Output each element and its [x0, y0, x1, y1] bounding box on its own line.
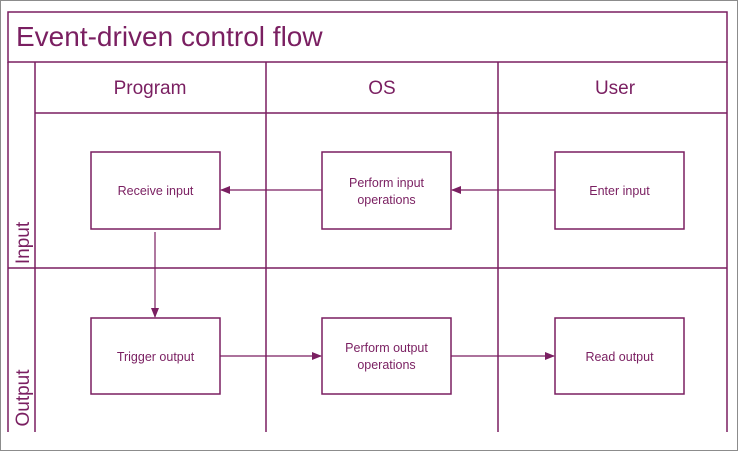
- box-perform-input-operations: [322, 152, 451, 229]
- row-header-input: Input: [13, 221, 34, 265]
- diagram-title: Event-driven control flow: [16, 21, 323, 52]
- box-enter-input: [555, 152, 684, 229]
- box-read-output-line-1: Read output: [585, 350, 654, 364]
- box-perform-output-operations: [322, 318, 451, 394]
- box-enter-input-line-1: Enter input: [589, 184, 650, 198]
- column-header-user: User: [594, 78, 636, 99]
- box-trigger-output: [91, 318, 220, 394]
- box-perform-output-shape: [322, 318, 451, 394]
- box-receive-input-line-1: Receive input: [117, 184, 194, 198]
- box-receive-input: [91, 152, 220, 229]
- box-trigger-output-line-1: Trigger output: [116, 350, 195, 364]
- column-header-os: OS: [368, 78, 396, 99]
- box-perform-output-line-2: operations: [357, 358, 416, 372]
- box-perform-input-line-1: Perform input: [348, 176, 425, 190]
- box-perform-output-line-1: Perform output: [345, 341, 428, 355]
- column-header-program: Program: [113, 78, 187, 99]
- box-read-output: [555, 318, 684, 394]
- box-perform-input-line-2: operations: [357, 193, 416, 207]
- row-header-output: Output: [13, 369, 34, 427]
- box-perform-input-shape: [322, 152, 451, 229]
